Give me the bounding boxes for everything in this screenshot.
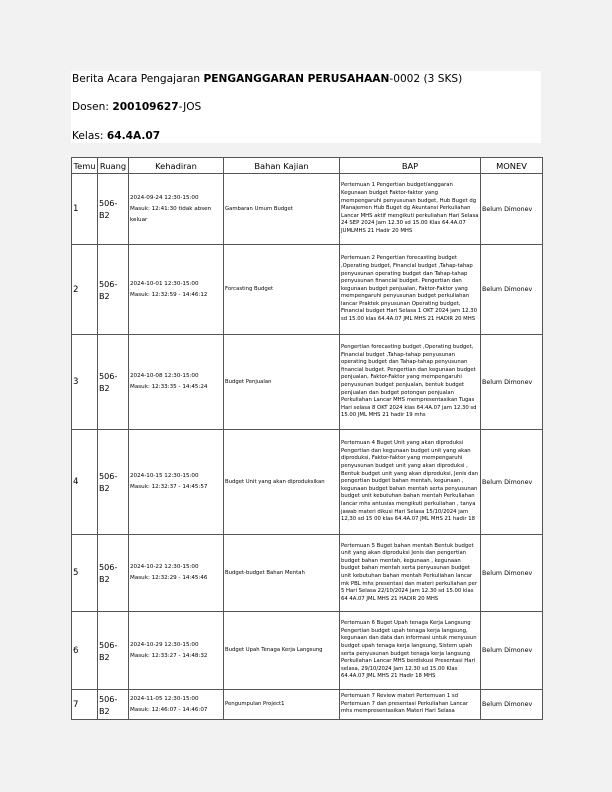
schedule-text: 2024-10-22 12:30-15:00 <box>130 564 199 570</box>
cell-ruang: 506-B2 <box>98 690 129 720</box>
cell-bahan-kajian: Forcasting Budget <box>224 245 340 335</box>
cell-temu: 7 <box>72 690 98 720</box>
cell-monev: Belum Dimonev <box>481 335 543 430</box>
cell-ruang: 506-B2 <box>98 430 129 535</box>
column-header-kehadiran: Kehadiran <box>129 158 224 174</box>
table-row <box>72 430 543 535</box>
column-header-monev: MONEV <box>481 158 543 174</box>
schedule-text: 2024-10-29 12:30-15:00 <box>130 641 199 648</box>
cell-bap: Pertemuan 1 Pengertian budget/anggaran Kegunaan budget Faktor-faktor yang mempengaruhi penyusunan budget, Hub Buget dg Manajemen Hub Buget dg Akuntansi Perkuliahan Lancar MHS aktif mengikuti perkuliahan Hari Selasa 24 SEP 2024 Jam 12.30 sd 15.00 Klas 64.4A.07 JUMLMHS 21 Hadir 20 MHS <box>340 174 481 245</box>
cell-bahan-kajian: Gambaran Umum Budget <box>224 174 340 245</box>
attendance-text: Masuk: 12:33:27 - 14:48:32 <box>130 652 208 659</box>
bap-table <box>71 157 543 720</box>
table-row <box>72 690 543 720</box>
cell-bahan-kajian: Budget-budget Bahan Mentah <box>224 535 340 612</box>
cell-monev: Belum Dimonev <box>481 535 543 612</box>
cell-kehadiran <box>129 335 224 430</box>
class-line: Kelas: 64.4A.07 <box>72 130 161 142</box>
lecturer-line: Dosen: 200109627-JOS <box>72 101 202 113</box>
cell-monev: Belum Dimonev <box>481 612 543 690</box>
schedule-text: 2024-10-01 12:30-15:00 <box>130 280 199 287</box>
cell-bap: Pertemuan 4 Buget Unit yang akan diproduksi Pengertian dan kegunaan budget unit yang akan diproduksi, Faktor-faktor yang mempengaruhi penyusunan budget unit yang akan diproduksi , Bentuk budget unit yang akan diproduksi, Jenis dan pengertian budget bahan mentah, kegunaan , kegunaan budget bahan mentah serta penyusunan budget unit kebutuhan bahan mentah Perkuliahan lancar mhs antusias mengikuti perkuliahan , tanya jawab materi dikusi Hari Selasa 15/10/2024 jam 12,30 sd 15 00 klas 64.4A.07 JML MHS 21 hadir 18 <box>340 430 481 535</box>
column-header-temu: Temu <box>72 158 98 174</box>
cell-monev: Belum Dimonev <box>481 174 543 245</box>
table-row <box>72 535 543 612</box>
cell-temu: 1 <box>72 174 98 245</box>
cell-temu: 3 <box>72 335 98 430</box>
table-row <box>72 245 543 335</box>
cell-bap: Pertemuan 2 Pengertian forecasting budget ,Operating budget, Financial budget ,Tahap-tahap penyusunan operating budget dan Tahap-tahap penyusunan financial budget. Pengertian dan kegunaan budget penjualan, Faktor-Faktor yang mempengaruhi penyusunan budget perkuliahan lancar Praktek pnyusunan Operating budget, Financial budget Hari Selasa 1 OKT 2024 jam 12.30 sd 15.00 klas 64.4A.07 JML MHS 21 HADIR 20 MHS <box>340 245 481 335</box>
table-row <box>72 335 543 430</box>
cell-ruang: 506-B2 <box>98 245 129 335</box>
cell-temu: 4 <box>72 430 98 535</box>
column-header-ruang: Ruang <box>98 158 129 174</box>
table-row <box>72 612 543 690</box>
column-header-bap: BAP <box>340 158 481 174</box>
attendance-text: Masuk: 12:32:59 - 14:46:12 <box>130 291 208 298</box>
cell-ruang: 506-B2 <box>98 174 129 245</box>
cell-kehadiran <box>129 612 224 690</box>
cell-kehadiran <box>129 430 224 535</box>
cell-bahan-kajian: Budget Unit yang akan diproduksikan <box>224 430 340 535</box>
cell-monev: Belum Dimonev <box>481 245 543 335</box>
cell-bap: Pertemuan 6 Buget Upah tenaga Kerja Langsung Pengertian budget upah tenaga kerja langsung, kegunaan dan data dan informasi untuk menyusun budget upah tenaga kerja langsung, Sistem upah serta penyusunan budget tenaga kerja langsung Perkuliahan Lancar MHS berdiskusi Presentasi Hari selasa, 29/10/2024 Jam 12.30 sd 15.00 Klas 64.4A.07 JML MHS 21 Hadir 18 MHS <box>340 612 481 690</box>
cell-bap: Pertemuan 7 Review materi Pertemuan 1 sd Pertemuan 7 dan presentasi Perkuliahan Lancar mhs mempresentasikan Materi Hari Selasa <box>340 690 481 720</box>
attendance-text: Masuk: 12:41:30 tidak absen keluar <box>130 205 212 223</box>
cell-ruang: 506-B2 <box>98 535 129 612</box>
cell-ruang: 506-B2 <box>98 612 129 690</box>
schedule-text: 2024-10-08 12:30-15:00 <box>130 373 199 379</box>
cell-kehadiran <box>129 690 224 720</box>
cell-ruang: 506-B2 <box>98 335 129 430</box>
cell-monev: Belum Dimonev <box>481 430 543 535</box>
table-row <box>72 174 543 245</box>
column-header-bahan-kajian: Bahan Kajian <box>224 158 340 174</box>
cell-temu: 5 <box>72 535 98 612</box>
cell-bahan-kajian: Pengumpulan Project1 <box>224 690 340 720</box>
table-header-row <box>72 158 543 174</box>
attendance-text: Masuk: 12:46:07 - 14:46:07 <box>130 706 208 713</box>
schedule-text: 2024-09-24 12:30-15:00 <box>130 194 199 201</box>
cell-bap: Pengertian forecasting budget ,Operating budget, Financial budget ,Tahap-tahap penyusunan operating budget dan Tahap-tahap penyusunan financial budget. Pengertian dan kegunaan budget penjualan, Faktor-Faktor yang mempengaruhi penyusunan budget penjualan, bentuk budget penjualan dan budget potongan penjualan Perkuliahan Lancar MHS mempresentasikan Tugas Hari selasa 8 OKT 2024 klas 64.4A.07 jam 12.30 sd 15.00 JML MHS 21 hadir 19 mhs <box>340 335 481 430</box>
cell-kehadiran <box>129 245 224 335</box>
attendance-text: Masuk: 12:32:29 - 14:45:46 <box>130 575 208 581</box>
cell-monev: Belum Dimonev <box>481 690 543 720</box>
course-title: Berita Acara Pengajaran PENGANGGARAN PERUSAHAAN-0002 (3 SKS) <box>72 73 463 85</box>
schedule-text: 2024-10-15 12:30-15:00 <box>130 473 199 479</box>
attendance-text: Masuk: 12:33:35 - 14:45:24 <box>130 384 208 390</box>
schedule-text: 2024-11-05 12:30-15:00 <box>130 695 199 702</box>
document-header <box>71 71 541 143</box>
cell-bahan-kajian: Budget Upah Tenaga Kerja Langsung <box>224 612 340 690</box>
cell-temu: 6 <box>72 612 98 690</box>
cell-kehadiran <box>129 535 224 612</box>
cell-bap: Pertemuan 5 Buget bahan mentah Bentuk budget unit yang akan diproduksi Jenis dan pengertian budget bahan mentah, kegunaan , kegunaan budget bahan mentah serta penyusunan budget unit kebutuhan bahan mentah Perkuliahan lancar mk PBL mhs presentasi dan materi perkuliahan per 5 Hari Selasa 22/10/2024 jam 12.30 sd 15.00 klas 64 4A.07 JML MHS 21 HADIR 20 MHS <box>340 535 481 612</box>
cell-bahan-kajian: Budget Penjualan <box>224 335 340 430</box>
cell-temu: 2 <box>72 245 98 335</box>
cell-kehadiran <box>129 174 224 245</box>
attendance-text: Masuk: 12:32:37 - 14:45:57 <box>130 484 208 490</box>
